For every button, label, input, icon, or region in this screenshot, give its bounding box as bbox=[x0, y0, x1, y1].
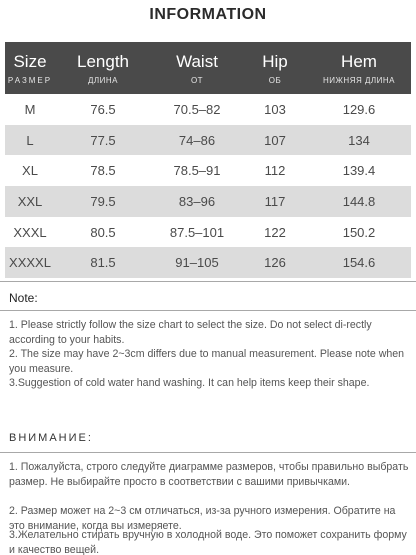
table-row bbox=[5, 155, 411, 186]
hem-cell: 144.8 bbox=[342, 193, 376, 209]
header-sublabel: ДЛИНА bbox=[87, 75, 119, 85]
waist-cell: 78.5–91 bbox=[173, 163, 221, 179]
header-label: Length bbox=[77, 51, 129, 71]
hem-cell: 150.2 bbox=[342, 224, 376, 240]
hip-cell: 126 bbox=[264, 255, 286, 271]
waist-cell: 87.5–101 bbox=[169, 224, 225, 240]
table-row bbox=[5, 186, 411, 217]
hem-cell: 139.4 bbox=[342, 163, 376, 179]
size-chart-table bbox=[5, 42, 411, 278]
ru-note-title: ВНИМАНИЕ: bbox=[9, 432, 93, 444]
hem-cell: 154.6 bbox=[342, 255, 376, 271]
hip-cell: 107 bbox=[264, 132, 286, 148]
length-cell: 80.5 bbox=[90, 224, 116, 240]
header-waist bbox=[151, 42, 243, 94]
size-cell: XXL bbox=[17, 193, 43, 209]
size-cell: XL bbox=[22, 163, 38, 179]
table-row bbox=[5, 247, 411, 278]
size-cell: XXXL bbox=[13, 224, 47, 240]
page-title: INFORMATION bbox=[149, 6, 267, 23]
header-sublabel: ОТ bbox=[190, 75, 204, 85]
hip-cell: 117 bbox=[264, 193, 286, 209]
header-hip bbox=[243, 42, 307, 94]
hip-cell: 103 bbox=[264, 101, 286, 117]
size-cell: L bbox=[26, 132, 34, 148]
ru-note-line: 2. Размер может на 2~3 см отличаться, из-за ручного измерения. Обратите на это внимание, когда вы измеряете. bbox=[9, 505, 396, 532]
header-sublabel: РАЗМЕР bbox=[7, 75, 53, 85]
header-size bbox=[5, 42, 55, 94]
length-cell: 81.5 bbox=[90, 255, 116, 271]
table-header bbox=[5, 42, 411, 94]
waist-cell: 83–96 bbox=[178, 193, 216, 209]
ru-note-line: 3.Желательно стирать вручную в холодной воде. Это поможет сохранить форму и качество вещей. bbox=[9, 529, 407, 555]
header-sublabel: ОБ bbox=[268, 75, 282, 85]
length-cell: 76.5 bbox=[90, 101, 116, 117]
header-label: Waist bbox=[176, 51, 218, 71]
divider bbox=[0, 310, 416, 311]
hem-cell: 134 bbox=[348, 132, 370, 148]
length-cell: 77.5 bbox=[90, 132, 116, 148]
table-row bbox=[5, 217, 411, 248]
header-label: Size bbox=[13, 51, 47, 71]
header-length bbox=[55, 42, 151, 94]
table-row bbox=[5, 125, 411, 156]
length-cell: 79.5 bbox=[90, 193, 116, 209]
size-cell: XXXXL bbox=[9, 255, 51, 271]
waist-cell: 91–105 bbox=[175, 255, 219, 271]
divider bbox=[0, 452, 416, 453]
hip-cell: 122 bbox=[264, 224, 286, 240]
ru-note-line: 1. Пожалуйста, строго следуйте диаграмме размеров, чтобы правильно выбрать размер. Не выбирайте просто в соответствии с вашими привычками. bbox=[9, 461, 409, 488]
note-line: 3.Suggestion of cold water hand washing. It can help items keep their shape. bbox=[9, 377, 370, 389]
note-line: 1. Please strictly follow the size chart to select the size. Do not select di-rectly according to your habits. bbox=[9, 319, 372, 346]
note-title: Note: bbox=[9, 291, 38, 305]
hip-cell: 112 bbox=[264, 163, 286, 179]
header-label: Hem bbox=[341, 51, 377, 71]
header-sublabel: НИЖНЯЯ ДЛИНА bbox=[323, 75, 395, 85]
waist-cell: 74–86 bbox=[178, 132, 216, 148]
note-line: 2. The size may have 2~3cm differs due to manual measurement. Please note when you measure. bbox=[9, 348, 405, 375]
header-hem bbox=[307, 42, 411, 94]
length-cell: 78.5 bbox=[90, 163, 116, 179]
divider bbox=[0, 281, 416, 282]
size-cell: M bbox=[24, 101, 36, 117]
table-row bbox=[5, 94, 411, 125]
header-label: Hip bbox=[262, 51, 288, 71]
hem-cell: 129.6 bbox=[342, 101, 376, 117]
waist-cell: 70.5–82 bbox=[173, 101, 221, 117]
